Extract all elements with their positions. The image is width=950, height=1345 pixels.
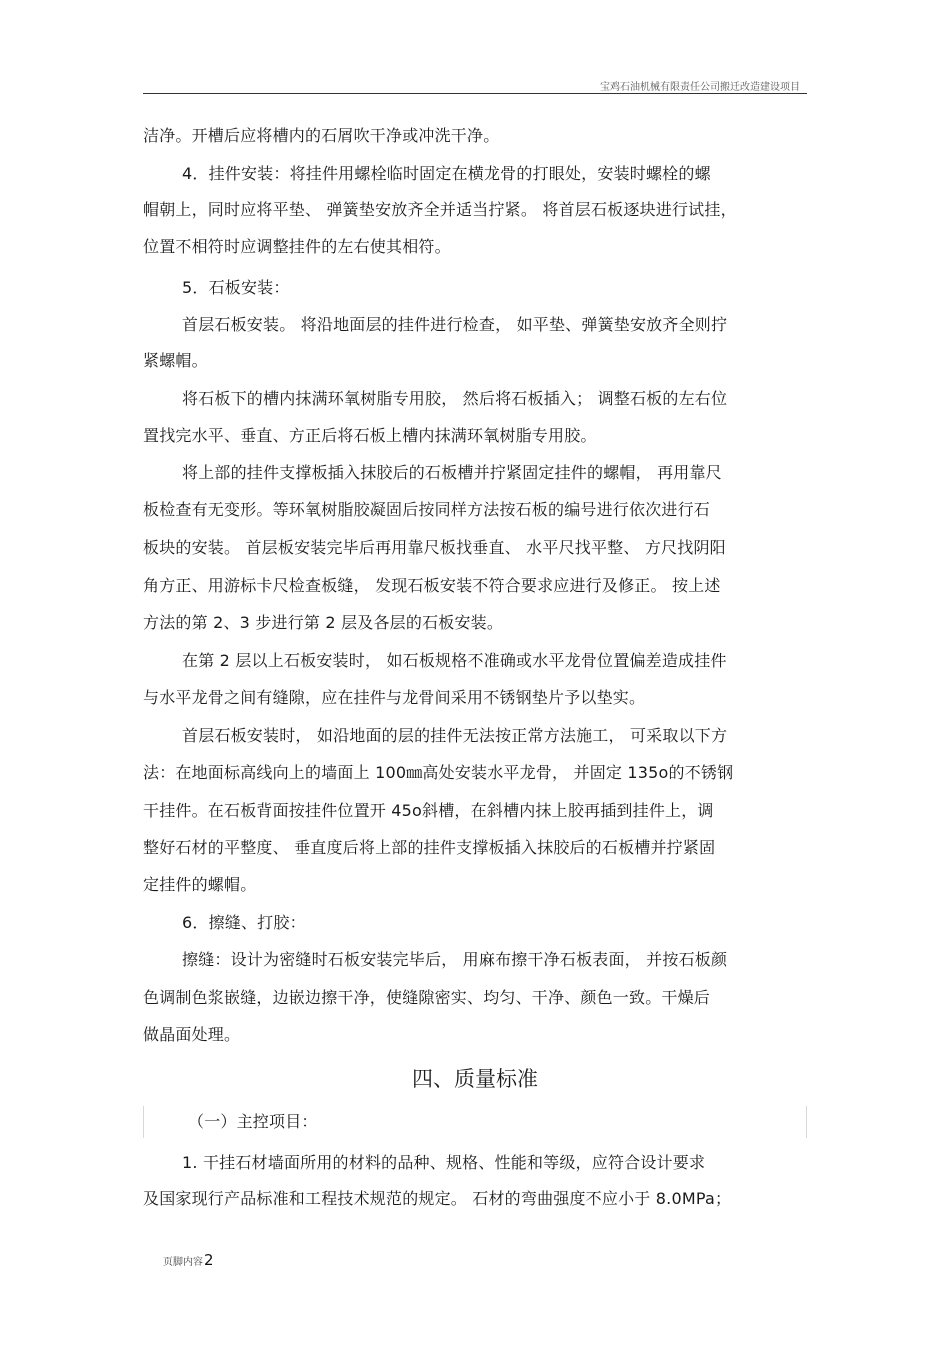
section-heading: 四、质量标准 <box>412 1067 538 1091</box>
body-line: 与水平龙骨之间有缝隙，应在挂件与龙骨间采用不锈钢垫片予以垫实。 <box>143 688 646 707</box>
body-line: 整好石材的平整度、 垂直度后将上部的挂件支撑板插入抹胶后的石板槽并拧紧固 <box>143 838 716 857</box>
header-divider <box>143 93 807 94</box>
box-border-left <box>143 1106 144 1138</box>
body-line: 帽朝上，同时应将平垫、 弹簧垫安放齐全并适当拧紧。 将首层石板逐块进行试挂， <box>143 200 737 219</box>
body-line: 4．挂件安装：将挂件用螺栓临时固定在横龙骨的打眼处，安装时螺栓的螺 <box>182 164 711 183</box>
body-line: 板块的安装。 首层板安装完毕后再用靠尺板找垂直、 水平尺找平整、 方尺找阴阳 <box>143 538 726 557</box>
body-line: 置找完水平、垂直、方正后将石板上槽内抹满环氧树脂专用胶。 <box>143 426 597 445</box>
body-line: 方法的第 2、3 步进行第 2 层及各层的石板安装。 <box>143 613 504 632</box>
body-line: 做晶面处理。 <box>143 1025 241 1044</box>
body-line: 干挂件。在石板背面按挂件位置开 45o斜槽，在斜槽内抹上胶再插到挂件上，调 <box>143 801 714 820</box>
body-line: 定挂件的螺帽。 <box>143 875 257 894</box>
body-line: 角方正、用游标卡尺检查板缝， 发现石板安装不符合要求应进行及修正。 按上述 <box>143 576 721 595</box>
body-line: 将石板下的槽内抹满环氧树脂专用胶， 然后将石板插入； 调整石板的左右位 <box>182 389 728 408</box>
body-line: 色调制色浆嵌缝，边嵌边擦干净，使缝隙密实、均匀、干净、颜色一致。干燥后 <box>143 988 711 1007</box>
body-line: 5．石板安装： <box>182 278 290 297</box>
body-line: 洁净。开槽后应将槽内的石屑吹干净或冲洗干净。 <box>143 126 500 145</box>
body-line: 位置不相符时应调整挂件的左右使其相符。 <box>143 237 451 256</box>
page-number: 2 <box>204 1251 214 1269</box>
body-line: 法：在地面标高线向上的墙面上 100㎜高处安装水平龙骨， 并固定 135o的不锈钢 <box>143 763 734 782</box>
subsection-title: （一）主控项目： <box>188 1112 318 1131</box>
body-line: 1. 干挂石材墙面所用的材料的品种、规格、性能和等级，应符合设计要求 <box>182 1153 706 1172</box>
body-line: 及国家现行产品标准和工程技术规范的规定。 石材的弯曲强度不应小于 8.0MPa； <box>143 1189 732 1208</box>
running-header: 宝鸡石油机械有限责任公司搬迁改造建设项目 <box>600 82 800 93</box>
body-line: 将上部的挂件支撑板插入抹胶后的石板槽并拧紧固定挂件的螺帽， 再用靠尺 <box>182 463 722 482</box>
footer-label: 页脚内容 <box>163 1257 203 1268</box>
box-border-right <box>806 1106 807 1138</box>
body-line: 板检查有无变形。等环氧树脂胶凝固后按同样方法按石板的编号进行依次进行石 <box>143 500 711 519</box>
body-line: 紧螺帽。 <box>143 351 208 370</box>
body-line: 擦缝：设计为密缝时石板安装完毕后， 用麻布擦干净石板表面， 并按石板颜 <box>182 950 728 969</box>
body-line: 首层石板安装。 将沿地面层的挂件进行检查， 如平垫、弹簧垫安放齐全则拧 <box>182 315 728 334</box>
page-footer <box>163 1250 214 1269</box>
body-line: 在第 2 层以上石板安装时， 如石板规格不准确或水平龙骨位置偏差造成挂件 <box>182 651 727 670</box>
body-line: 6．擦缝、打胶： <box>182 913 306 932</box>
body-line: 首层石板安装时， 如沿地面的层的挂件无法按正常方法施工， 可采取以下方 <box>182 726 728 745</box>
